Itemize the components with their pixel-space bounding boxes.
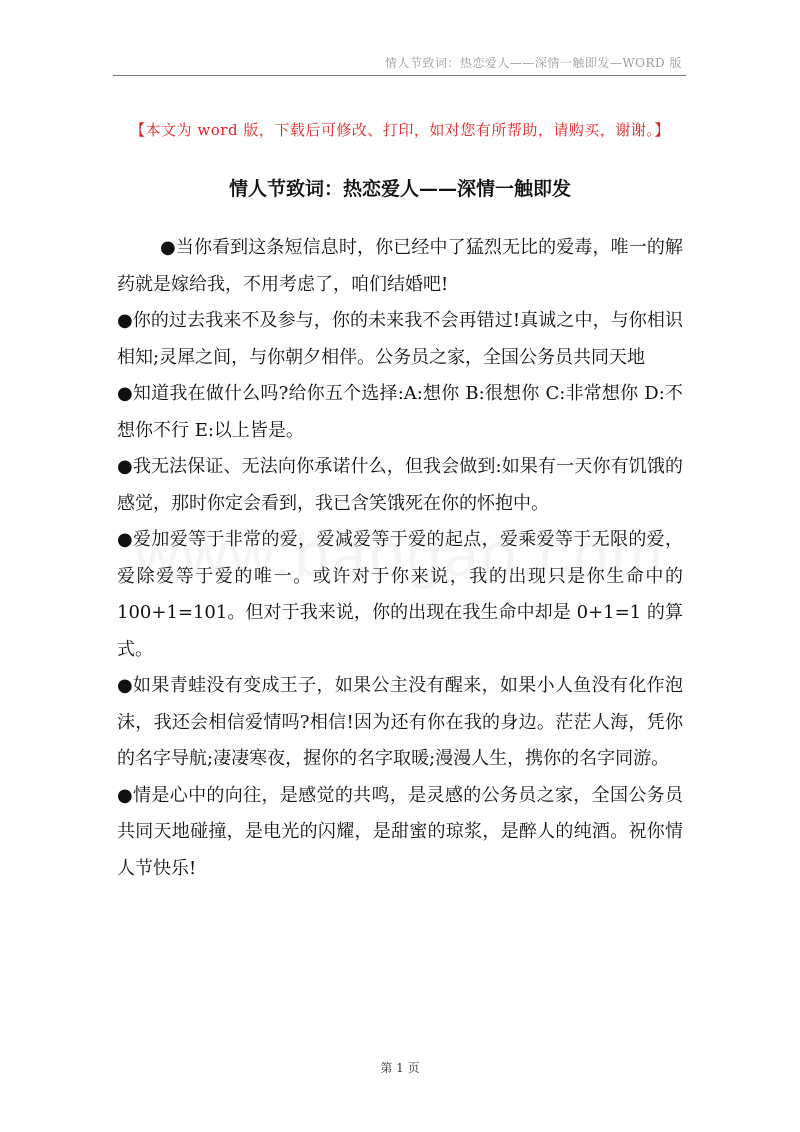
- purchase-notice: 【本文为 word 版，下载后可修改、打印，如对您有所帮助，请购买，谢谢。】: [130, 121, 670, 139]
- paragraph: ●当你看到这条短信息时，你已经中了猛烈无比的爱毒，唯一的解药就是嫁给我，不用考虑了，咱们结婚吧!: [117, 237, 683, 295]
- paragraph: ●爱加爱等于非常的爱，爱减爱等于爱的起点，爱乘爱等于无限的爱，爱除爱等于爱的唯一。或许对于你来说，我的出现只是你生命中的 100+1=101。但对于我来说，你的出现在我生命中却是 0+1=1 的算式。: [117, 529, 683, 660]
- document-title: 情人节致词：热恋爱人——深情一触即发: [228, 178, 571, 200]
- paragraph: ●知道我在做什么吗?给你五个选择:A:想你 B:很想你 C:非常想你 D:不想你不行 E:以上皆是。: [117, 383, 683, 441]
- paragraph: ●如果青蛙没有变成王子，如果公主没有醒来，如果小人鱼没有化作泡沫，我还会相信爱情吗?相信!因为还有你在我的身边。茫茫人海，凭你的名字导航;凄凄寒夜，握你的名字取暖;漫漫人生，携你的名字同游。: [117, 675, 683, 769]
- paragraph: ●你的过去我来不及参与，你的未来我不会再错过!真诚之中，与你相识相知;灵犀之间，与你朝夕相伴。公务员之家，全国公务员共同天地: [117, 310, 683, 368]
- paragraph: ●情是心中的向往，是感觉的共鸣，是灵感的公务员之家，全国公务员共同天地碰撞，是电光的闪耀，是甜蜜的琼浆，是醉人的纯酒。祝你情人节快乐!: [117, 784, 683, 879]
- page-number: 第 1 页: [380, 1061, 420, 1075]
- header-divider: [113, 75, 686, 76]
- paragraph: ●我无法保证、无法向你承诺什么，但我会做到:如果有一天你有饥饿的感觉，那时你定会看到，我已含笑饿死在你的怀抱中。: [117, 456, 683, 514]
- document-body: [117, 230, 683, 887]
- running-header: 情人节致词：热恋爱人——深情一触即发—WORD 版: [384, 56, 682, 70]
